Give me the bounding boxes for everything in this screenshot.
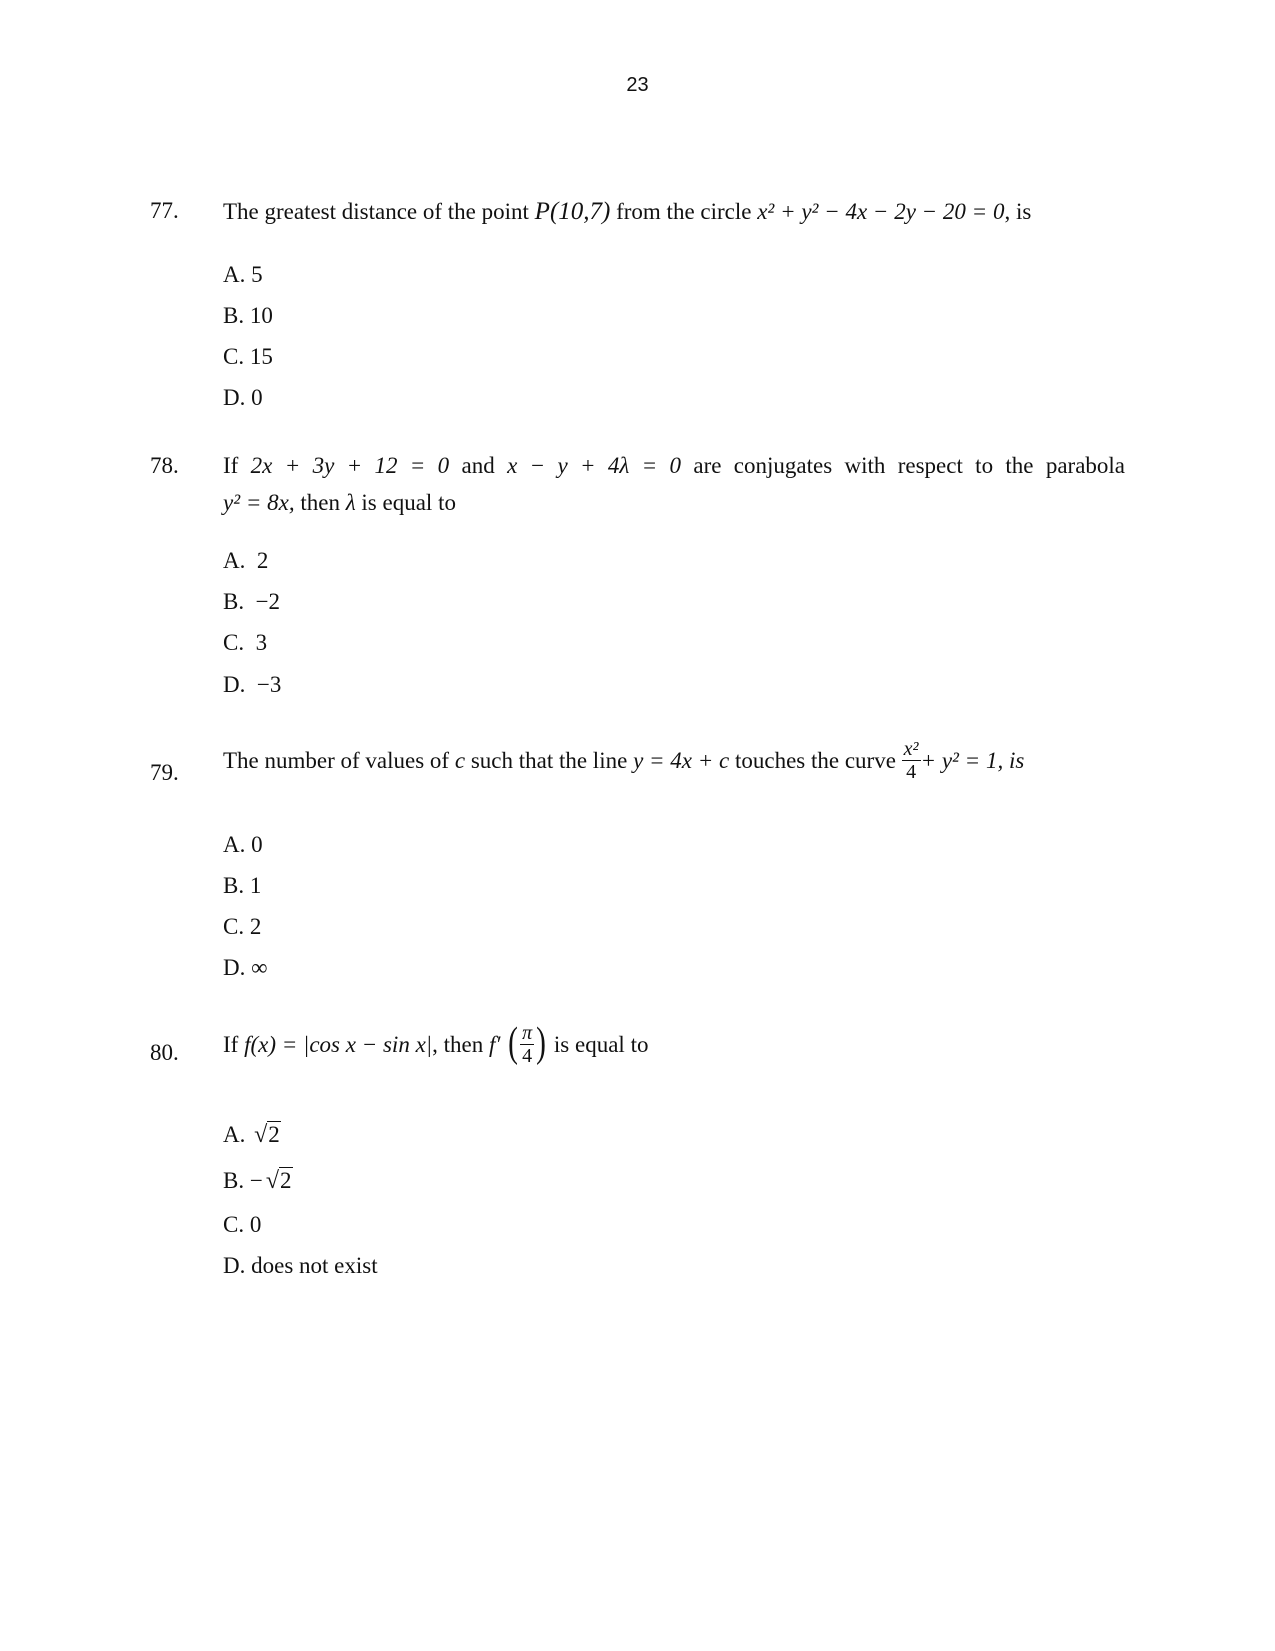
question-number: 79. — [150, 760, 179, 785]
stem-text: such that the line — [470, 747, 628, 773]
variable-c: c — [454, 747, 466, 773]
stem-text: touches the curve — [734, 747, 896, 773]
pi-over-4-fraction — [520, 1022, 534, 1067]
square-root: √2 — [254, 1122, 280, 1148]
curve-fraction — [902, 738, 921, 783]
stem-text: from the circle — [616, 199, 752, 224]
option-label: A. — [223, 1122, 246, 1147]
circle-equation: x² + y² − 4x − 2y − 20 = 0 — [757, 199, 1005, 224]
stem-text: The greatest distance of the point — [223, 199, 529, 224]
option-a[interactable]: A. 5 — [223, 262, 263, 287]
lambda-symbol: λ — [345, 490, 356, 515]
option-c[interactable]: C. 15 — [223, 344, 273, 369]
page-number: 23 — [626, 74, 649, 96]
stem-text: then — [300, 490, 340, 515]
option-c[interactable]: C. 2 — [223, 914, 262, 939]
option-c[interactable]: C. 0 — [223, 1212, 262, 1237]
option-b[interactable] — [223, 1168, 293, 1195]
question-stem-line2 — [223, 490, 1125, 516]
parabola-equation: y² = 8x, — [223, 490, 295, 515]
fraction-numerator: π — [522, 1022, 533, 1044]
stem-text: are conjugates with respect to the parabola — [693, 453, 1126, 478]
option-c[interactable]: C. 3 — [223, 630, 268, 655]
option-d[interactable]: D. −3 — [223, 672, 282, 697]
option-d[interactable]: D. 0 — [223, 385, 263, 410]
radicand: 2 — [268, 1122, 280, 1147]
stem-text: is equal to — [553, 1031, 649, 1057]
stem-text: is equal to — [361, 490, 456, 515]
derivative-symbol: f′ — [488, 1031, 501, 1057]
question-stem-line1 — [223, 453, 1125, 479]
fraction-numerator: x² — [903, 738, 919, 760]
stem-text: , is — [1004, 199, 1032, 224]
paren-open: ( — [508, 1019, 519, 1066]
option-a[interactable]: A. 2 — [223, 548, 269, 573]
question-number: 78. — [150, 453, 179, 478]
function-definition: f(x) = |cos x − sin x| — [244, 1031, 433, 1057]
stem-text: If — [223, 453, 239, 478]
stem-text: If — [223, 1031, 239, 1057]
fraction-denominator: 4 — [906, 761, 917, 783]
curve-equation-rest: + y² = 1, is — [920, 747, 1025, 773]
line-equation-2: x − y + 4λ = 0 — [507, 453, 682, 478]
stem-text: and — [461, 453, 495, 478]
option-label: B. — [223, 1168, 245, 1193]
option-b[interactable]: B. 1 — [223, 873, 262, 898]
point-expression: P(10,7) — [534, 198, 611, 225]
fraction-denominator: 4 — [522, 1045, 533, 1067]
question-stem — [223, 198, 1125, 226]
question-number: 77. — [150, 198, 179, 223]
minus-sign: − — [249, 1168, 263, 1193]
option-a[interactable]: A. 0 — [223, 832, 263, 857]
option-b[interactable]: B. 10 — [223, 303, 273, 328]
option-d[interactable]: D. does not exist — [223, 1253, 378, 1278]
stem-text: The number of values of — [223, 747, 450, 773]
question-stem — [223, 740, 1125, 785]
line-equation-1: 2x + 3y + 12 = 0 — [250, 453, 450, 478]
paren-close: ) — [536, 1019, 547, 1066]
line-equation: y = 4x + c — [633, 747, 730, 773]
question-number: 80. — [150, 1040, 179, 1065]
radicand: 2 — [280, 1168, 292, 1193]
option-b[interactable]: B. −2 — [223, 589, 281, 614]
option-a[interactable] — [223, 1122, 281, 1149]
option-d[interactable]: D. ∞ — [223, 955, 268, 980]
question-stem — [223, 1019, 1125, 1069]
square-root: √2 — [265, 1168, 292, 1194]
stem-text: , then — [432, 1031, 484, 1057]
